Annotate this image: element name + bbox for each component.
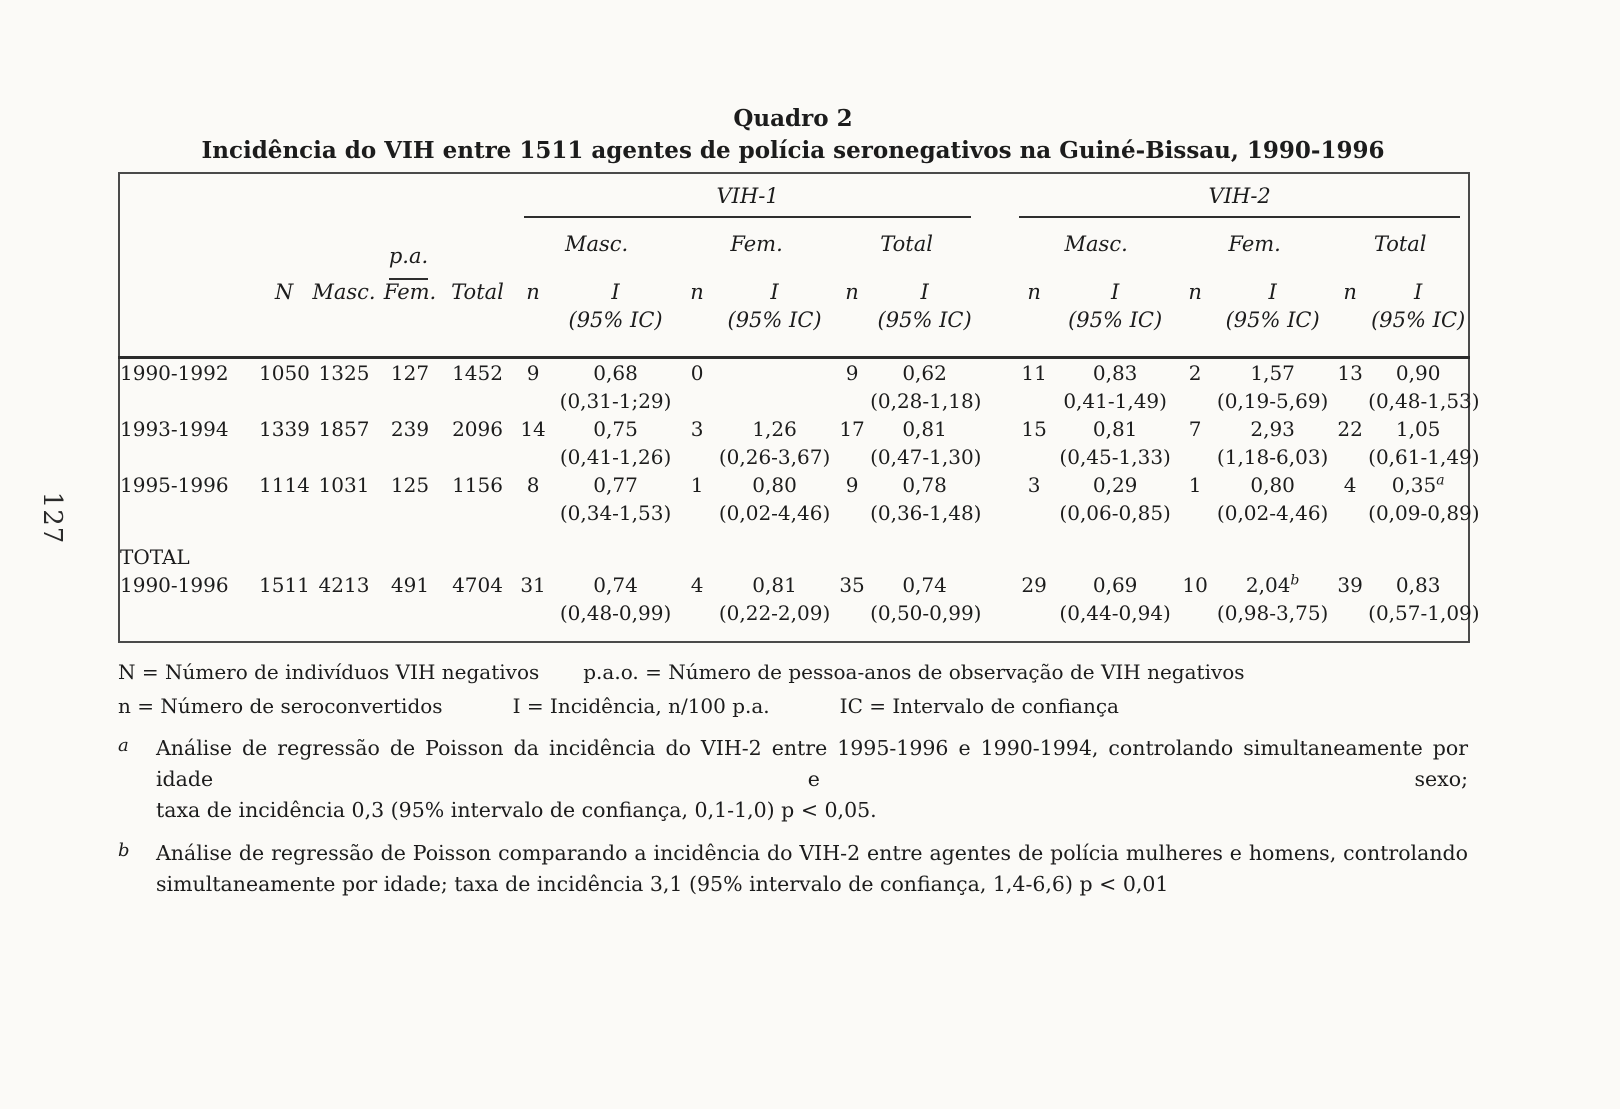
col-header-pa-masc: Masc. — [309, 270, 379, 358]
cell-pa-fem: 125 — [390, 473, 430, 497]
definitions-line-1 — [118, 657, 1468, 687]
col-header-i: I (95% IC) — [1368, 270, 1469, 358]
footnote-a-text: Análise de regressão de Poisson da incidência do VIH-2 entre 1995-1996 e 1990-1994, controlando simultaneamente por idade e sexo; taxa de incidência 0,3 (95% intervalo de confiança, 0,1-1,0) p < 0,05. — [156, 736, 1468, 822]
cell-pa-masc: 1857 — [318, 417, 370, 441]
header-subgroup-row — [119, 218, 1469, 270]
footnote-b-marker: b — [118, 840, 130, 861]
cell-v1-masc-i: 0,74 (0,48-0,99) — [559, 573, 672, 625]
group-header-pa: p.a. — [309, 218, 514, 270]
col-header-n: n — [1015, 270, 1053, 358]
header-gap — [979, 270, 1015, 358]
col-header-n: n — [679, 270, 715, 358]
cell-v1-masc-i: 0,77 (0,34-1,53) — [559, 473, 672, 525]
header-column-row — [119, 270, 1469, 358]
cell-v1-masc-i: 0,75 (0,41-1,26) — [559, 417, 672, 469]
cell-v2-fem-n: 10 — [1182, 573, 1208, 597]
cell-v2-total-i: 0,90 (0,48-1,53) — [1368, 361, 1480, 413]
cell-pa-fem: 127 — [390, 361, 430, 385]
cell-pa-masc: 1031 — [318, 473, 370, 497]
cell-v2-total-n: 13 — [1337, 361, 1363, 385]
document-content — [118, 104, 1480, 900]
col-header-i: I (95% IC) — [870, 270, 979, 358]
incidence-table — [118, 172, 1480, 643]
group-header-vih1: VIH-1 — [514, 173, 979, 218]
row-label: 1990-1992 — [120, 361, 229, 385]
col-header-i: I (95% IC) — [1053, 270, 1177, 358]
cell-v1-total-n: 9 — [845, 361, 859, 385]
footnote-b — [118, 838, 1468, 900]
col-header-i: I (95% IC) — [715, 270, 834, 358]
cell-N: 1114 — [259, 473, 310, 497]
cell-pa-masc: 1325 — [318, 361, 370, 385]
row-label: 1993-1994 — [120, 417, 229, 441]
subhead-vih2-masc: Masc. — [1064, 232, 1128, 256]
cell-v1-fem-i — [715, 358, 834, 416]
cell-v2-total-n: 39 — [1337, 573, 1363, 597]
cell-v2-masc-i: 0,29 (0,06-0,85) — [1059, 473, 1171, 525]
cell-v1-total-i: 0,62 (0,28-1,18) — [870, 361, 982, 413]
cell-v2-masc-i: 0,69 (0,44-0,94) — [1059, 573, 1171, 625]
cell-v2-total-n: 4 — [1343, 473, 1357, 497]
cell-v2-masc-n: 15 — [1021, 417, 1047, 441]
def-pao: p.a.o. = Número de pessoa-anos de observação de VIH negativos — [583, 660, 1245, 684]
table-row-total — [119, 527, 1469, 642]
col-header-i: I (95% IC) — [552, 270, 679, 358]
col-header-i: I (95% IC) — [1213, 270, 1332, 358]
cell-v2-total-i: 1,05 (0,61-1,49) — [1368, 417, 1480, 469]
page-number: 127 — [37, 491, 67, 545]
cell-v1-masc-n: 8 — [526, 473, 540, 497]
subhead-vih1-masc: Masc. — [564, 232, 629, 256]
cell-v1-fem-i: 0,80 (0,02-4,46) — [718, 473, 831, 525]
table-row — [119, 415, 1469, 471]
row-label: 1995-1996 — [120, 473, 229, 497]
cell-pa-fem: 239 — [390, 417, 430, 441]
footnote-a — [118, 733, 1468, 826]
col-header-n: n — [1332, 270, 1368, 358]
table-title: Quadro 2 — [733, 105, 853, 132]
cell-v2-total-i: 0,35$^a$ (0,09-0,89) — [1368, 472, 1480, 525]
cell-v2-fem-n: 7 — [1188, 417, 1202, 441]
cell-v1-fem-n: 3 — [690, 417, 704, 441]
cell-pa-masc: 4213 — [318, 573, 370, 597]
def-I: I = Incidência, n/100 p.a. — [512, 694, 770, 718]
cell-pa-total: 2096 — [452, 417, 503, 441]
cell-v2-total-n: 22 — [1337, 417, 1363, 441]
cell-v1-fem-n: 0 — [690, 361, 704, 385]
footnote-a-marker: a — [118, 735, 129, 756]
cell-v1-total-n: 17 — [839, 417, 865, 441]
cell-v2-masc-i: 0,81 (0,45-1,33) — [1059, 417, 1171, 469]
cell-v2-masc-n: 3 — [1027, 473, 1041, 497]
cell-v2-masc-i: 0,83 0,41-1,49) — [1063, 361, 1167, 413]
table-row — [119, 358, 1469, 416]
cell-v2-fem-i: 2,04$^b$ (0,98-3,75) — [1216, 572, 1329, 625]
def-n: n = Número de seroconvertidos — [118, 694, 443, 718]
table-subtitle: Incidência do VIH entre 1511 agentes de polícia seronegativos na Guiné-Bissau, 1990-1996 — [201, 137, 1385, 164]
cell-v1-fem-n: 4 — [690, 573, 704, 597]
group-gap — [979, 471, 1015, 527]
subhead-vih1-fem: Fem. — [730, 232, 783, 256]
cell-v1-total-i: 0,78 (0,36-1,48) — [870, 473, 982, 525]
col-header-n: n — [1177, 270, 1213, 358]
group-gap — [979, 527, 1015, 642]
header-spacer — [259, 218, 309, 270]
cell-v1-fem-i: 0,81 (0,22-2,09) — [718, 573, 831, 625]
footnotes — [118, 657, 1468, 900]
group-gap — [979, 415, 1015, 471]
col-header-n: n — [834, 270, 870, 358]
def-N: N = Número de indivíduos VIH negativos — [118, 660, 540, 684]
subhead-vih2-fem: Fem. — [1228, 232, 1281, 256]
header-spacer — [119, 173, 514, 218]
footnote-b-text: Análise de regressão de Poisson comparando a incidência do VIH-2 entre agentes de polícia mulheres e homens, controlando simultaneamente por idade; taxa de incidência 3,1 (95% intervalo de confiança, 1,4-6,6) p < 0,01 — [156, 841, 1468, 896]
cell-v1-masc-n: 9 — [526, 361, 540, 385]
definitions-line-2 — [118, 691, 1468, 721]
cell-v2-fem-n: 2 — [1188, 361, 1202, 385]
cell-v2-total-i: 0,83 (0,57-1,09) — [1368, 573, 1480, 625]
cell-v2-fem-i: 1,57 (0,19-5,69) — [1216, 361, 1329, 413]
def-IC: IC = Intervalo de confiança — [839, 694, 1119, 718]
subhead-vih1-total: Total — [880, 232, 933, 256]
cell-v1-total-n: 35 — [839, 573, 865, 597]
header-spacer — [119, 270, 259, 358]
cell-v2-masc-n: 11 — [1021, 361, 1047, 385]
group-gap — [979, 358, 1015, 416]
cell-N: 1511 — [259, 573, 310, 597]
cell-v1-masc-n: 31 — [520, 573, 546, 597]
col-header-n: n — [514, 270, 552, 358]
col-header-pa-total: Total — [441, 270, 514, 358]
cell-v2-fem-i: 0,80 (0,02-4,46) — [1216, 473, 1329, 525]
header-gap — [979, 218, 1015, 270]
header-spacer — [119, 218, 259, 270]
cell-v1-total-n: 9 — [845, 473, 859, 497]
cell-N: 1339 — [259, 417, 310, 441]
cell-v1-fem-n: 1 — [690, 473, 704, 497]
group-header-vih2: VIH-2 — [1015, 173, 1469, 218]
cell-v1-total-i: 0,74 (0,50-0,99) — [870, 573, 982, 625]
cell-pa-total: 1452 — [452, 361, 503, 385]
cell-v2-masc-n: 29 — [1021, 573, 1047, 597]
row-label: TOTAL 1990-1996 — [120, 545, 229, 597]
cell-v1-masc-i: 0,68 (0,31-1;29) — [559, 361, 672, 413]
cell-N: 1050 — [259, 361, 310, 385]
cell-pa-fem: 491 — [390, 573, 430, 597]
header-gap — [979, 173, 1015, 218]
col-header-N: N — [259, 270, 309, 358]
cell-v1-fem-i: 1,26 (0,26-3,67) — [718, 417, 831, 469]
subhead-vih2-total: Total — [1373, 232, 1427, 256]
cell-pa-total: 4704 — [452, 573, 503, 597]
cell-v1-masc-n: 14 — [520, 417, 546, 441]
cell-pa-total: 1156 — [452, 473, 503, 497]
header-group-row — [119, 173, 1469, 218]
cell-v2-fem-n: 1 — [1188, 473, 1202, 497]
col-header-pa-fem: Fem. — [379, 270, 441, 358]
cell-v2-fem-i: 2,93 (1,18-6,03) — [1216, 417, 1329, 469]
cell-v1-total-i: 0,81 (0,47-1,30) — [870, 417, 982, 469]
table-row — [119, 471, 1469, 527]
